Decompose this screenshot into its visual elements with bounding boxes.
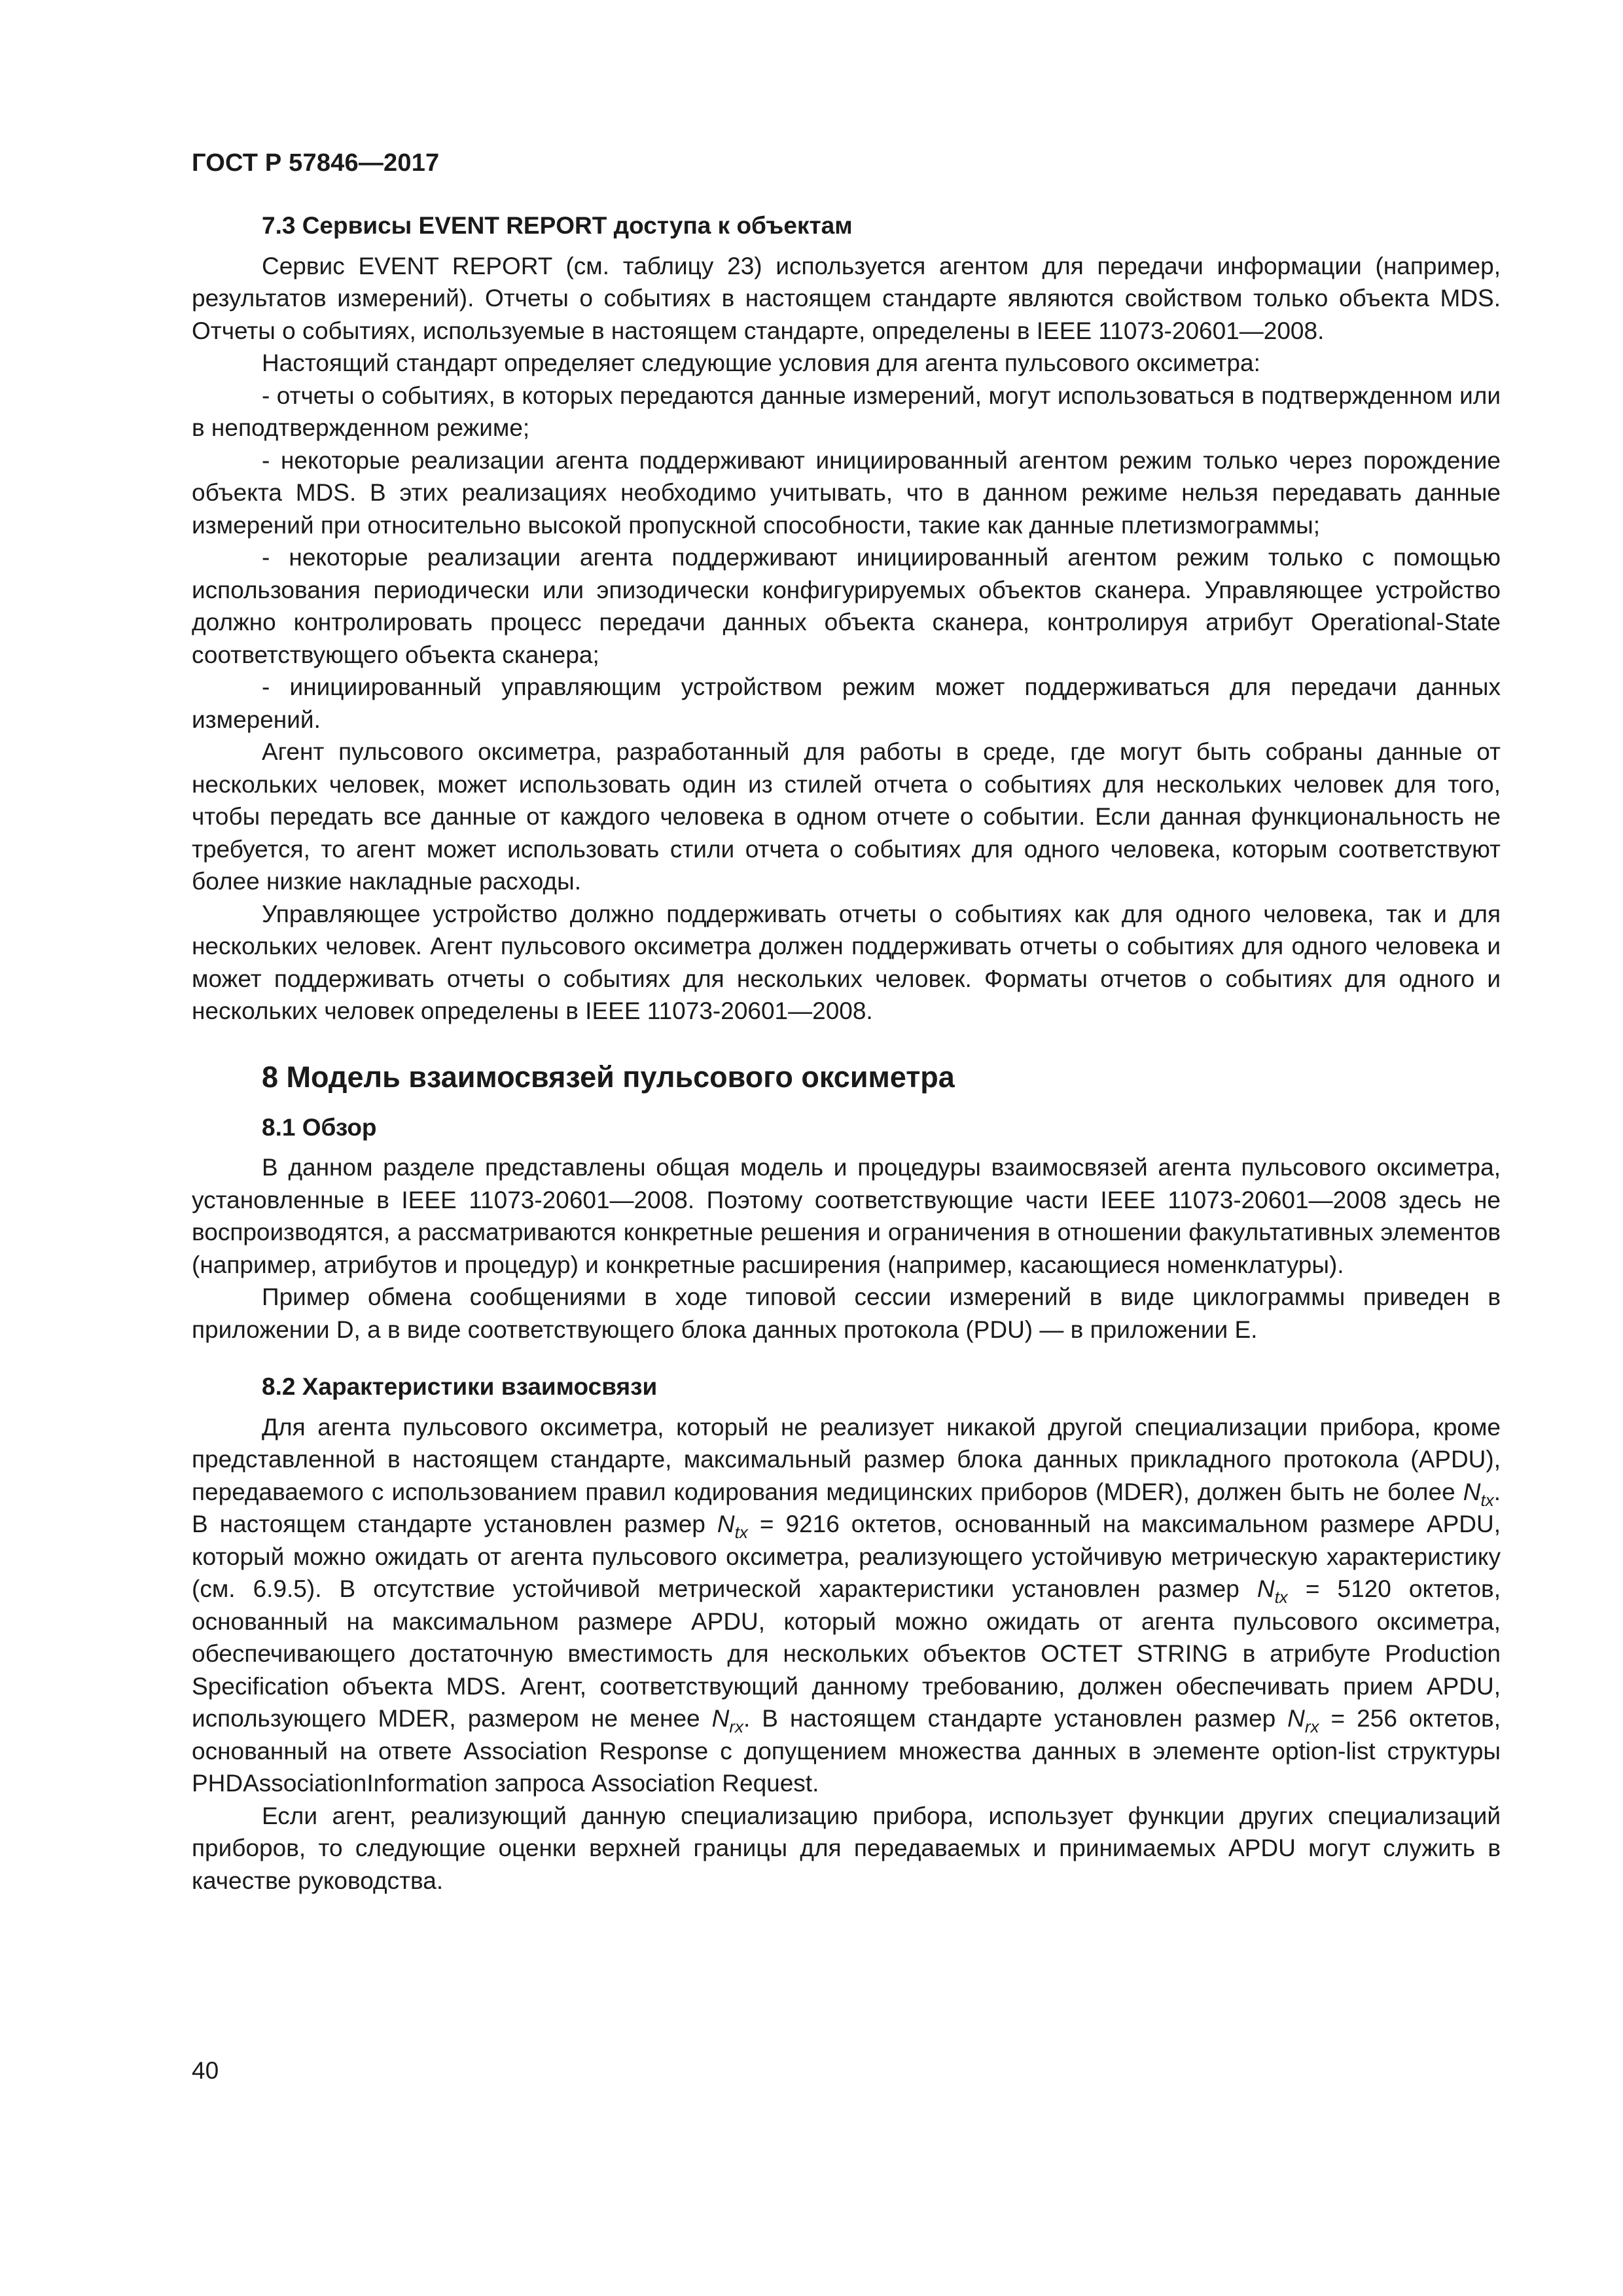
symbol-letter: N <box>1287 1705 1305 1732</box>
standard-code-header: ГОСТ Р 57846—2017 <box>192 149 440 177</box>
paragraph: Агент пульсового оксиметра, разработанный для работы в среде, где могут быть собраны данные от нескольких человек, может использовать один из стилей отчета о событиях для нескольких человек для того, чтобы передать все данные от каждого человека в одном отчете о событии. Если данная функциональность не требуется, то агент может использовать стили отчета о событиях для одного человека, которым соответствуют более низкие накладные расходы. <box>192 738 1501 895</box>
symbol-letter: N <box>711 1705 730 1732</box>
list-item: - инициированный управляющим устройством режим может поддерживаться для передачи данных измерений. <box>192 673 1501 733</box>
text-run: = 9216 октетов, основанный на максимальном размере APDU, который можно ожидать от агента пульсового оксиметра, реализующего устойчивую метрическую характеристику (см. 6.9.5). В отсутствие устойчивой метрической характеристики установлен размер <box>192 1511 1501 1602</box>
symbol-subscript: tx <box>1274 1587 1288 1607</box>
page-content <box>192 209 1501 1897</box>
paragraph: Пример обмена сообщениями в ходе типовой сессии измерений в виде циклограммы приведен в приложении D, а в виде соответствующего блока данных протокола (PDU) — в приложении E. <box>192 1283 1501 1343</box>
paragraph: В данном разделе представлены общая модель и процедуры взаимосвязей агента пульсового оксиметра, установленные в IEEE 11073-20601—2008. Поэтому соответствующие части IEEE 11073-20601—2008 здесь не воспроизводятся, а рассматриваются конкретные решения и ограничения в отношении факультативных элементов (например, атрибутов и процедур) и конкретные расширения (например, касающиеся номенклатуры). <box>192 1154 1501 1278</box>
text-run: Для агента пульсового оксиметра, который не реализует никакой другой специализации прибора, кроме представленной в настоящем стандарте, максимальный размер блока данных прикладного протокола (APDU), передаваемого с использованием правил кодирования медицинских приборов (MDER), должен быть не более <box>192 1413 1501 1505</box>
page-number: 40 <box>192 2057 219 2084</box>
text-run: = 256 октетов, основанный на ответе Association Response с допущением множества данных в элементе option-list структуры PHDAssociationInformation запроса Association Request. <box>192 1705 1501 1797</box>
symbol-subscript: tx <box>734 1522 748 1542</box>
symbol-subscript: rx <box>729 1717 744 1736</box>
paragraph: Управляющее устройство должно поддерживать отчеты о событиях как для одного человека, так и для нескольких человек. Агент пульсового оксиметра должен поддерживать отчеты о событиях для одного человека и может поддерживать отчеты о событиях для нескольких человек. Форматы отчетов о событиях для одного и нескольких человек определены в IEEE 11073-20601—2008. <box>192 900 1501 1024</box>
paragraph: Настоящий стандарт определяет следующие условия для агента пульсового оксиметра: <box>262 350 1260 376</box>
paragraph: Если агент, реализующий данную специализацию прибора, использует функции других специализаций приборов, то следующие оценки верхней границы для передаваемых и принимаемых APDU могут служить в качестве руководства. <box>192 1802 1501 1894</box>
symbol-n-tx <box>717 1511 748 1542</box>
section-7-3-heading: 7.3 Сервисы EVENT REPORT доступа к объектам <box>262 212 853 239</box>
symbol-n-rx <box>711 1705 744 1736</box>
text-run: = 5120 октетов, основанный на максимальном размере APDU, который можно ожидать от агента пульсового оксиметра, обеспечивающего достаточную вместимость для нескольких объектов OCTET STRING в атрибуте Production Specification объекта MDS. Агент, соответствующий данному требованию, должен обеспечивать прием APDU, использующего MDER, размером не менее <box>192 1575 1501 1732</box>
list-item: - некоторые реализации агента поддерживают инициированный агентом режим только с помощью использования периодически или эпизодически конфигурируемых объектов сканера. Управляющее устройство должно контролировать процесс передачи данных объекта сканера, контролируя атрибут Operational-State соответствующего объекта сканера; <box>192 544 1501 668</box>
list-item: - отчеты о событиях, в которых передаются данные измерений, могут использоваться в подтвержденном или в неподтвержденном режиме; <box>192 382 1501 441</box>
symbol-letter: N <box>717 1511 735 1537</box>
symbol-n-tx <box>1257 1575 1288 1607</box>
symbol-letter: N <box>1257 1575 1275 1602</box>
text-run: . В настоящем стандарте установлен размер <box>743 1705 1288 1732</box>
text-run: . В настоящем стандарте установлен размер <box>192 1478 1501 1537</box>
paragraph: Сервис EVENT REPORT (см. таблицу 23) используется агентом для передачи информации (например, результатов измерений). Отчеты о событиях в настоящем стандарте являются свойством только объекта MDS. Отчеты о событиях, используемые в настоящем стандарте, определены в IEEE 11073-20601—2008. <box>192 252 1501 344</box>
section-8-2-heading: 8.2 Характеристики взаимосвязи <box>262 1373 658 1400</box>
symbol-n-rx <box>1287 1705 1319 1736</box>
symbol-letter: N <box>1463 1478 1481 1505</box>
section-8-1-heading: 8.1 Обзор <box>262 1113 377 1141</box>
symbol-subscript: rx <box>1304 1717 1319 1736</box>
section-8-heading: 8 Модель взаимосвязей пульсового оксиметра <box>262 1060 955 1094</box>
symbol-subscript: tx <box>1480 1490 1494 1510</box>
symbol-n-tx <box>1463 1478 1494 1510</box>
list-item: - некоторые реализации агента поддерживают инициированный агентом режим только через порождение объекта MDS. В этих реализациях необходимо учитывать, что в данном режиме нельзя передавать данные измерений при относительно высокой пропускной способности, такие как данные плетизмограммы; <box>192 446 1501 539</box>
paragraph-interconnection-limits <box>192 1411 1501 1800</box>
